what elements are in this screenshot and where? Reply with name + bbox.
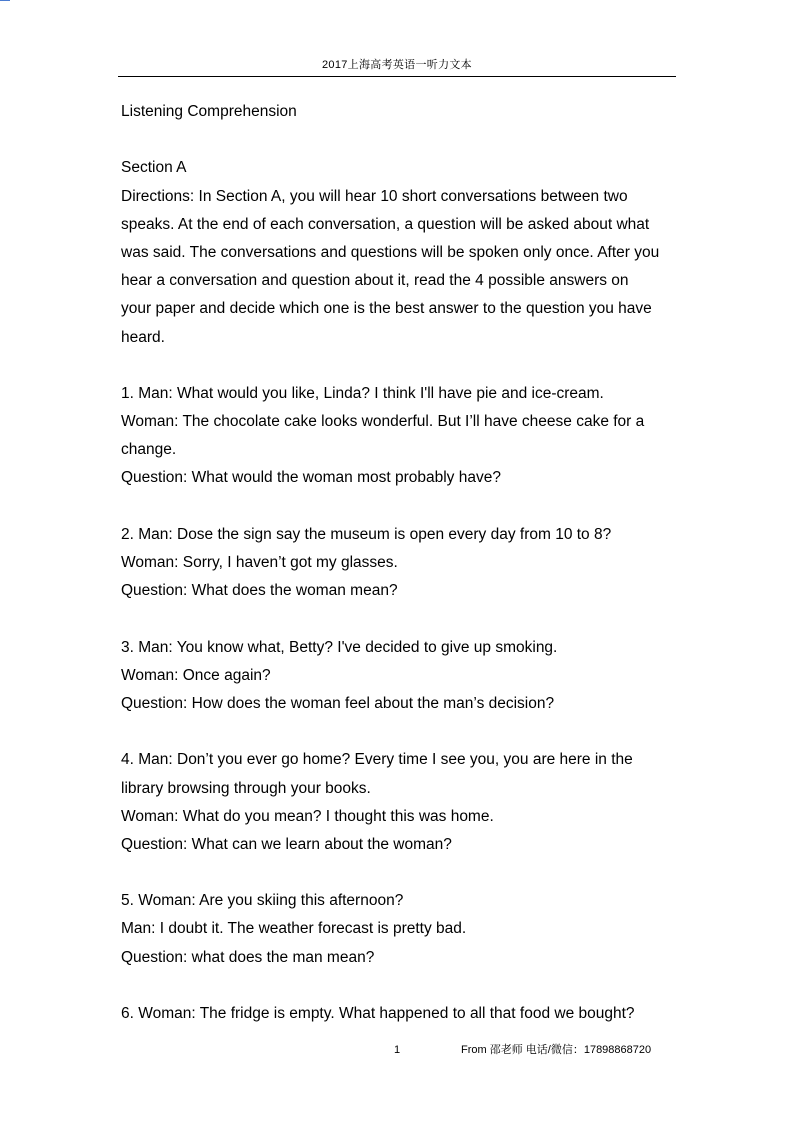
question-line: Question: What would the woman most probably have? xyxy=(121,469,501,487)
directions-line: heard. xyxy=(121,328,165,346)
directions-line: was said. The conversations and questions will be spoken only once. After you xyxy=(121,243,660,261)
spacer xyxy=(121,126,681,154)
page-header xyxy=(118,58,676,77)
spacer xyxy=(121,493,681,521)
conversation-item-1 xyxy=(121,380,681,493)
conversation-line: 6. Woman: The fridge is empty. What happened to all that food we bought? xyxy=(121,1005,635,1022)
spacer xyxy=(121,605,681,633)
section-title: Section A xyxy=(121,159,187,177)
conversation-line: library browsing through your books. xyxy=(121,779,371,797)
conversation-item-5 xyxy=(121,887,681,972)
conversation-item-3 xyxy=(121,634,681,719)
conversation-line: 1. Man: What would you like, Linda? I think I'll have pie and ice-cream. xyxy=(121,384,604,402)
conversation-line: Woman: What do you mean? I thought this was home. xyxy=(121,807,494,825)
conversation-line: change. xyxy=(121,441,177,459)
spacer xyxy=(121,718,681,746)
conversation-line: Woman: Sorry, I haven’t got my glasses. xyxy=(121,554,398,571)
page-footer xyxy=(0,1042,794,1058)
document-body xyxy=(121,98,681,1028)
spacer xyxy=(121,352,681,380)
page-number: 1 xyxy=(394,1044,401,1056)
conversation-line: 5. Woman: Are you skiing this afternoon? xyxy=(121,892,404,910)
question-line: Question: How does the woman feel about the man’s decision? xyxy=(121,694,555,712)
directions-paragraph xyxy=(121,183,681,352)
directions-line: hear a conversation and question about it, read the 4 possible answers on xyxy=(121,272,629,290)
directions-line: your paper and decide which one is the best answer to the question you have xyxy=(121,300,652,318)
conversation-line: 4. Man: Don’t you ever go home? Every time I see you, you are here in the xyxy=(121,751,633,769)
spacer xyxy=(121,972,681,1000)
conversation-line: Woman: The chocolate cake looks wonderful. But I’ll have cheese cake for a xyxy=(121,413,645,431)
conversation-line: Woman: Once again? xyxy=(121,666,271,684)
conversation-item-4 xyxy=(121,746,681,859)
footer-credit: From 邵老师 电话/微信：17898868720 xyxy=(461,1044,652,1056)
conversation-line: Man: I doubt it. The weather forecast is pretty bad. xyxy=(121,920,467,938)
conversation-item-6 xyxy=(121,1000,681,1028)
spacer xyxy=(121,859,681,887)
document-heading: Listening Comprehension xyxy=(121,103,297,120)
question-line: Question: What does the woman mean? xyxy=(121,582,398,600)
directions-line: speaks. At the end of each conversation, a question will be asked about what xyxy=(121,215,650,233)
question-line: Question: What can we learn about the woman? xyxy=(121,835,452,853)
question-line: Question: what does the man mean? xyxy=(121,948,375,966)
conversation-line: 2. Man: Dose the sign say the museum is open every day from 10 to 8? xyxy=(121,525,612,543)
conversation-line: 3. Man: You know what, Betty? I've decided to give up smoking. xyxy=(121,638,558,656)
corner-mark xyxy=(0,0,10,1)
conversation-item-2 xyxy=(121,521,681,606)
header-title: 2017上海高考英语一听力文本 xyxy=(322,59,472,71)
directions-line: Directions: In Section A, you will hear 10 short conversations between two xyxy=(121,187,628,205)
